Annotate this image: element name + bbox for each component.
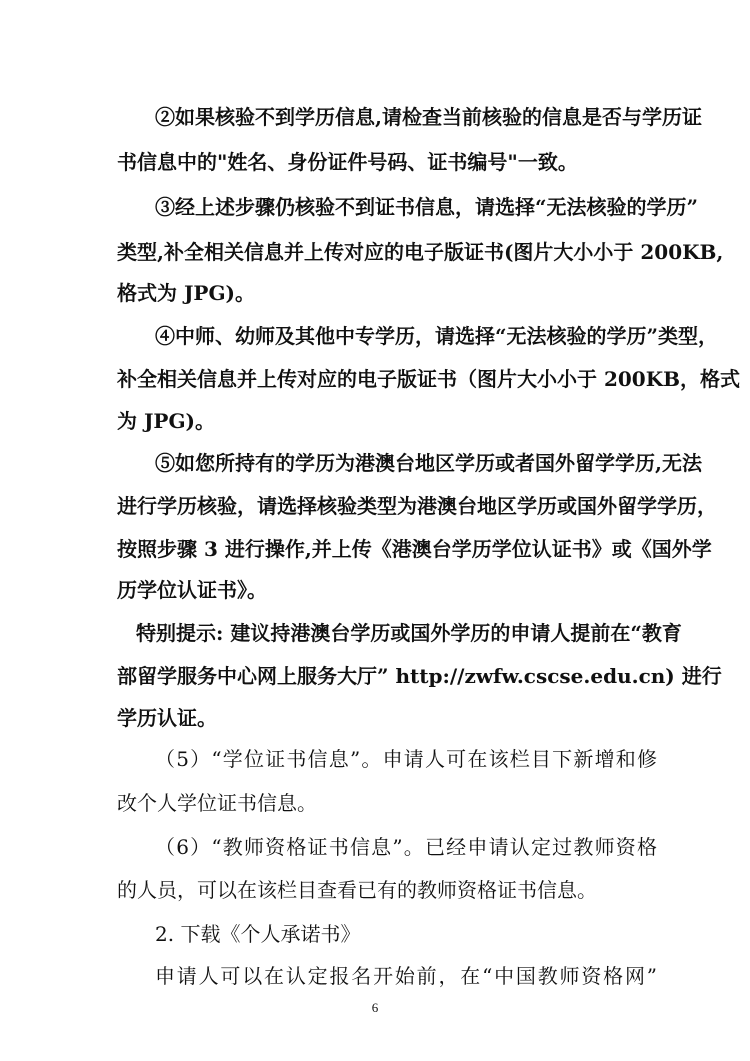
- text-line: 的人员，可以在该栏目查看已有的教师资格证书信息。: [117, 878, 597, 902]
- text-line: 格式为 JPG)。: [117, 281, 256, 305]
- text-line: （6）“教师资格证书信息”。已经申请认定过教师资格: [155, 835, 657, 859]
- text-line: 书信息中的"姓名、身份证件号码、证书编号"一致。: [117, 150, 578, 174]
- text-line: 申请人可以在认定报名开始前，在“中国教师资格网”: [155, 964, 657, 988]
- special-notice-line: 部留学服务中心网上服务大厅” http://zwfw.cscse.edu.cn) 进行: [117, 664, 722, 688]
- text-line: （5）“学位证书信息”。申请人可在该栏目下新增和修: [155, 747, 657, 771]
- text-line: 改个人学位证书信息。: [117, 791, 317, 815]
- text-line: 历学位认证书》。: [117, 578, 267, 602]
- text-line: ②如果核验不到学历信息,请检查当前核验的信息是否与学历证: [155, 105, 702, 129]
- text-line: ⑤如您所持有的学历为港澳台地区学历或者国外留学学历,无法: [155, 451, 702, 475]
- text-line: 按照步骤 3 进行操作,并上传《港澳台学历学位认证书》或《国外学: [117, 537, 712, 561]
- text-line: ④中师、幼师及其他中专学历，请选择“无法核验的学历”类型，: [155, 324, 719, 348]
- page-number: 6: [371, 1000, 379, 1015]
- special-notice-line: 特别提示: 建议持港澳台学历或国外学历的申请人提前在“教育: [136, 621, 682, 645]
- text-line: 补全相关信息并上传对应的电子版证书（图片大小小于 200KB，格式: [117, 367, 740, 391]
- text-line: 类型,补全相关信息并上传对应的电子版证书(图片大小小于 200KB,: [117, 240, 724, 264]
- text-line: ③经上述步骤仍核验不到证书信息，请选择“无法核验的学历”: [155, 195, 699, 219]
- text-line: 进行学历核验，请选择核验类型为港澳台地区学历或国外留学学历，: [117, 494, 717, 518]
- section-heading: 2. 下载《个人承诺书》: [155, 922, 361, 946]
- special-notice-line: 学历认证。: [117, 706, 217, 730]
- text-line: 为 JPG)。: [117, 409, 216, 433]
